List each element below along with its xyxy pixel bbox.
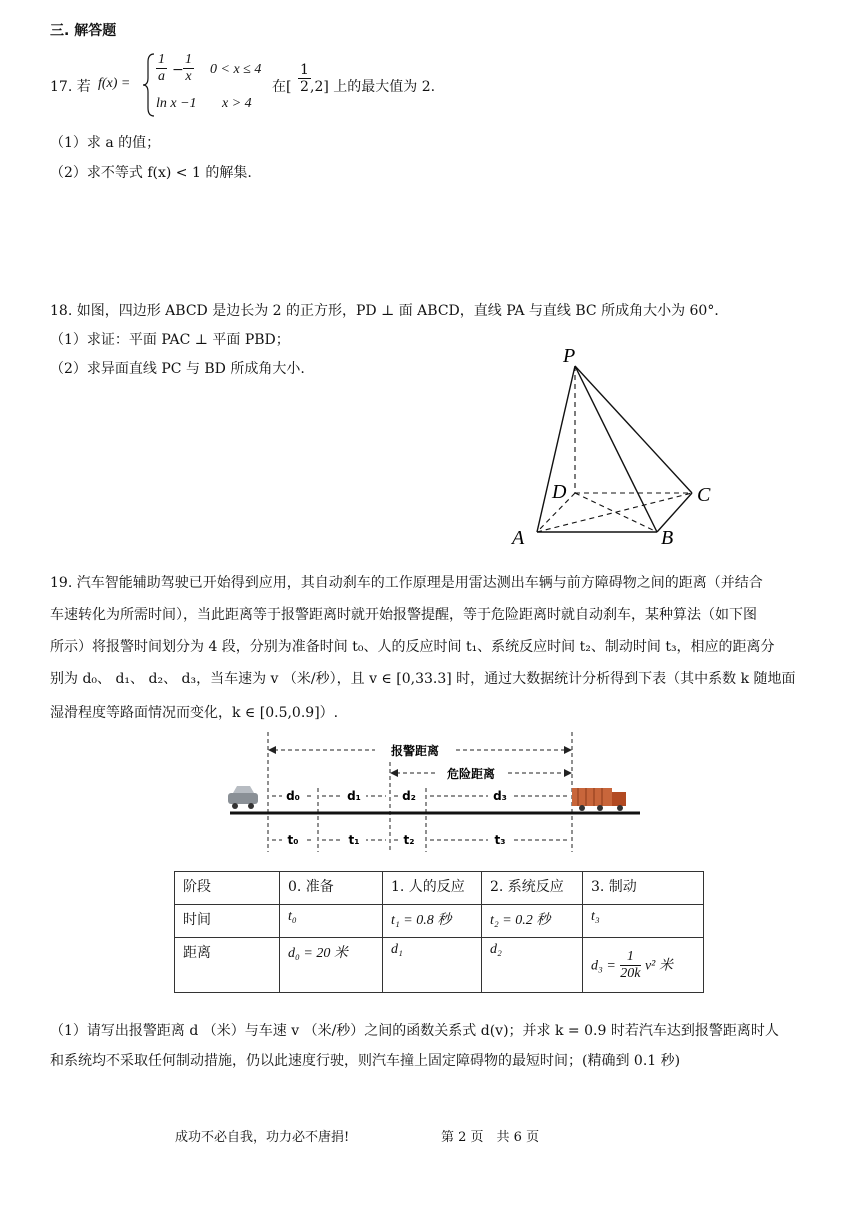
vertex-d: D — [552, 481, 567, 503]
danger-distance-label: 危险距离 — [446, 767, 496, 781]
truck-icon — [572, 788, 626, 811]
t2-label: t₂ — [403, 833, 415, 847]
piecewise-brace — [142, 52, 156, 118]
q19-line4: 别为 d₀、 d₁、 d₂、 d₃，当车速为 v （米/秒），且 v ∈ [0,33.3] 时，通过大数据统计分析得到下表（其中系数 k 随地面 — [50, 671, 796, 687]
q19-line5: 湿滑程度等路面情况而变化，k ∈ [0.5,0.9]）. — [50, 705, 339, 721]
d3-label: d₃ — [493, 789, 507, 803]
vertex-a: A — [512, 527, 525, 549]
footer-page-number: 第 2 页 共 6 页 — [441, 1130, 540, 1145]
table-cell: t₂ = 0.2 秒 — [482, 905, 583, 938]
table-cell: d₂ — [482, 938, 583, 993]
pyramid-figure — [505, 340, 735, 550]
d3-lhs: d₃ = — [591, 958, 616, 973]
table-row-distance — [175, 938, 704, 993]
q19-line1: 19. 汽车智能辅助驾驶已开始得到应用，其自动刹车的工作原理是用雷达测出车辆与前方障碍物之间的距离（并结合 — [50, 575, 763, 591]
table-cell: 0. 准备 — [280, 872, 383, 905]
table-cell: d₀ = 20 米 — [280, 938, 383, 993]
q18-part2: （2）求异面直线 PC 与 BD 所成角大小. — [50, 361, 305, 377]
vertex-b: B — [661, 527, 674, 549]
d2-label: d₂ — [402, 789, 416, 803]
piece1-condition: 0 < x ≤ 4 — [210, 62, 262, 77]
q17-fx: f(x) = — [98, 76, 131, 91]
table-cell: t₁ = 0.8 秒 — [383, 905, 482, 938]
section-title: 三. 解答题 — [50, 23, 117, 39]
table-cell: 时间 — [175, 905, 280, 938]
q17-number: 17. 若 — [50, 79, 91, 95]
table-cell: 3. 制动 — [583, 872, 704, 905]
piece1-frac-b: $\frac{1}{x}$ — [185, 52, 192, 84]
d0-label: d₀ — [286, 789, 300, 803]
car-icon — [228, 786, 258, 809]
q19-line2: 车速转化为所需时间），当此距离等于报警距离时就开始报警提醒，等于危险距离时就自动刹车，某种算法（如下图 — [50, 607, 757, 623]
piece1-frac-a: $\frac{1}{a}$ — [158, 52, 165, 84]
q17-tail-b: ,2] 上的最大值为 2. — [310, 79, 436, 95]
table-cell: 2. 系统反应 — [482, 872, 583, 905]
t0-label: t₀ — [287, 833, 299, 847]
vertex-c: C — [697, 484, 711, 506]
q19-part1-line1: （1）请写出报警距离 d （米）与车速 v （米/秒）之间的函数关系式 d(v)；并求 k = 0.9 时若汽车达到报警距离时人 — [50, 1023, 779, 1039]
d1-label: d₁ — [347, 789, 361, 803]
t1-label: t₁ — [348, 833, 360, 847]
table-cell-d3 — [583, 938, 704, 993]
table-cell: 1. 人的反应 — [383, 872, 482, 905]
vertex-p: P — [563, 345, 576, 367]
piece1-minus: − — [172, 62, 184, 78]
q18-part1: （1）求证：平面 PAC ⊥ 平面 PBD； — [50, 332, 290, 348]
half-frac: $\frac{1}{2}$ — [300, 62, 309, 95]
alarm-distance-label: 报警距离 — [390, 744, 440, 758]
alarm-diagram — [220, 728, 650, 858]
q17-part1: （1）求 a 的值； — [50, 135, 161, 151]
q17-part2: （2）求不等式 f(x) < 1 的解集. — [50, 165, 252, 181]
q18-stem: 18. 如图，四边形 ABCD 是边长为 2 的正方形，PD ⊥ 面 ABCD，直线 PA 与直线 BC 所成角大小为 60°． — [50, 303, 729, 319]
table-row-time — [175, 905, 704, 938]
braking-table — [174, 871, 704, 993]
d3-rhs: v² 米 — [644, 958, 673, 973]
table-cell: 阶段 — [175, 872, 280, 905]
table-cell: t₀ — [280, 905, 383, 938]
table-header-row — [175, 872, 704, 905]
q17-stem — [50, 52, 570, 122]
piece2-expr: ln x −1 — [156, 96, 197, 111]
d3-fraction: $\frac{1}{20k}$ — [620, 948, 641, 981]
footer-motto: 成功不必自我，功力必不唐捐! — [175, 1130, 350, 1145]
q19-line3: 所示）将报警时间划分为 4 段，分别为准备时间 t₀、人的反应时间 t₁、系统反应时间 t₂、制动时间 t₃，相应的距离分 — [50, 639, 775, 655]
t3-label: t₃ — [494, 833, 506, 847]
q17-tail-a: 在[ — [272, 79, 292, 95]
table-cell: 距离 — [175, 938, 280, 993]
q19-part1-line2: 和系统均不采取任何制动措施，仍以此速度行驶，则汽车撞上固定障碍物的最短时间；(精确到 0.1 秒) — [50, 1053, 681, 1069]
piece2-condition: x > 4 — [222, 96, 252, 111]
table-cell: t₃ — [583, 905, 704, 938]
table-cell: d₁ — [383, 938, 482, 993]
